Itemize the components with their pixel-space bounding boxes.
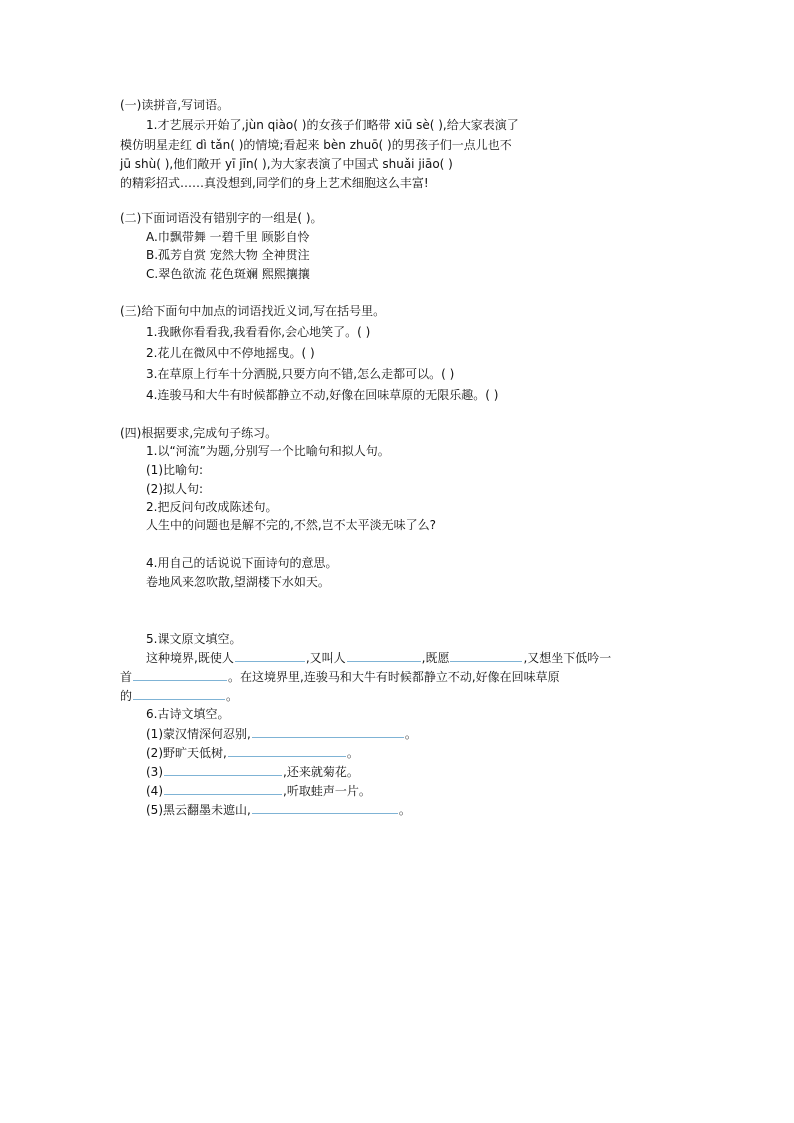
s3-q1: 1.我瞅你看看我,我看看你,会心地笑了。( ): [146, 325, 371, 339]
s4-q2: 2.把反问句改成陈述句。: [146, 500, 278, 514]
s4-q6-4: (4) ,听取蛙声一片。: [146, 781, 371, 800]
fill-blank[interactable]: [252, 724, 404, 738]
fill-blank[interactable]: [133, 667, 227, 681]
s1-line2: 模仿明星走红 dì tǎn( )的情境;看起来 bèn zhuō( )的男孩子们一点儿也不: [120, 138, 512, 152]
section3-title: (三)给下面句中加点的词语找近义词,写在括号里。: [120, 304, 386, 318]
s4-q5: 5.课文原文填空。: [146, 632, 242, 646]
s4-q6-1: (1)蒙汉情深何忍别, 。: [146, 724, 417, 743]
s4-q6-3: (3) ,还来就菊花。: [146, 762, 359, 781]
s1-line1: 1.才艺展示开始了,jùn qiào( )的女孩子们略带 xiū sè( ),给大家表演了: [146, 118, 519, 132]
section2-title: (二)下面词语没有错别字的一组是( )。: [120, 211, 323, 225]
s4-q5-line2: 首 。在这境界里,连骏马和大牛有时候都静立不动,好像在回味草原: [120, 667, 560, 686]
fill-blank[interactable]: [133, 686, 225, 700]
s4-q4-poem: 卷地风来忽吹散,望湖楼下水如天。: [146, 575, 330, 589]
s2-option-c: C.翠色欲流 花色斑斓 熙熙攘攘: [146, 267, 310, 281]
s1-line3: jū shù( ),他们敞开 yī jīn( ),为大家表演了中国式 shuǎi jiāo( ): [120, 157, 453, 171]
fill-blank[interactable]: [347, 648, 421, 662]
s4-q4: 4.用自己的话说说下面诗句的意思。: [146, 556, 338, 570]
s4-q6-2: (2)野旷天低树, 。: [146, 743, 359, 762]
s4-q2-sentence: 人生中的问题也是解不完的,不然,岂不太平淡无味了么?: [146, 518, 437, 532]
s3-q4: 4.连骏马和大牛有时候都静立不动,好像在回味草原的无限乐趣。( ): [146, 388, 499, 402]
s1-line4: 的精彩招式……真没想到,同学们的身上艺术细胞这么丰富!: [120, 176, 429, 190]
s4-q1: 1.以“河流”为题,分别写一个比喻句和拟人句。: [146, 444, 390, 458]
s2-option-b: B.孤芳自赏 宠然大物 全神贯注: [146, 248, 310, 262]
s4-q1-personification: (2)拟人句:: [146, 482, 204, 496]
s4-q1-metaphor: (1)比喻句:: [146, 463, 204, 477]
s2-option-a: A.巾飘带舞 一碧千里 顾影自怜: [146, 230, 310, 244]
s4-q5-line3: 的 。: [120, 686, 238, 705]
fill-blank[interactable]: [164, 781, 282, 795]
s3-q2: 2.花儿在微风中不停地摇曳。( ): [146, 346, 315, 360]
fill-blank[interactable]: [252, 800, 398, 814]
section1-title: (一)读拼音,写词语。: [120, 98, 230, 112]
s4-q5-line1: 这种境界,既使人 ,又叫人 ,既愿 ,又想坐下低吟一: [146, 648, 611, 667]
fill-blank[interactable]: [164, 762, 282, 776]
s4-q6: 6.古诗文填空。: [146, 707, 230, 721]
section4-title: (四)根据要求,完成句子练习。: [120, 426, 278, 440]
s4-q6-5: (5)黑云翻墨未遮山, 。: [146, 800, 411, 819]
fill-blank[interactable]: [228, 743, 346, 757]
fill-blank[interactable]: [450, 648, 522, 662]
fill-blank[interactable]: [235, 648, 305, 662]
s3-q3: 3.在草原上行车十分洒脱,只要方向不错,怎么走都可以。( ): [146, 367, 455, 381]
